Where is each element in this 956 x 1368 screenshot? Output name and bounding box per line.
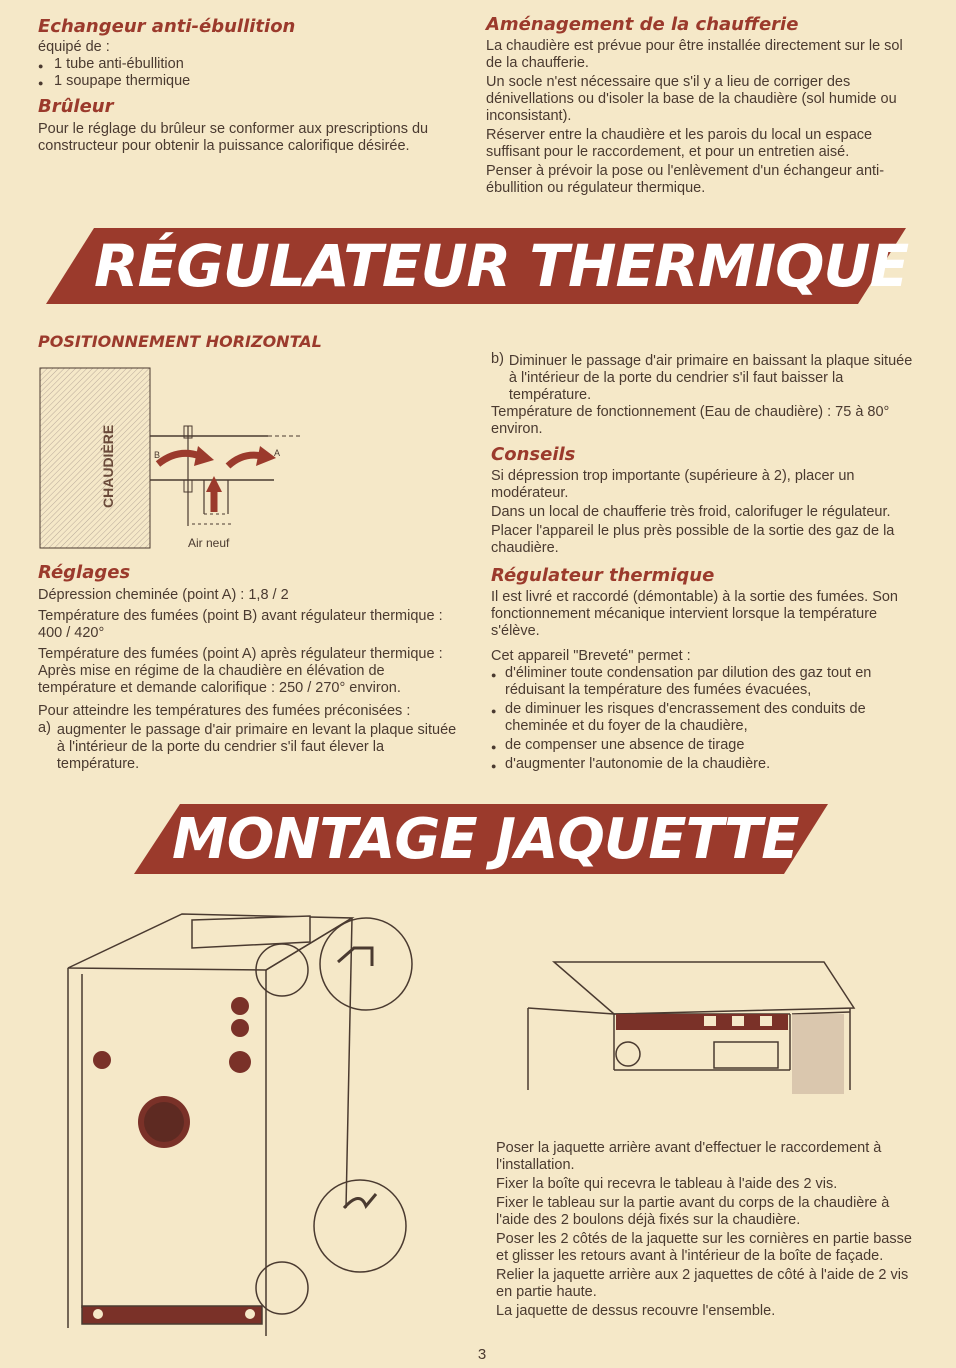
echangeur-list (38, 56, 468, 90)
montage-m2: Fixer la boîte qui recevra le tableau à l'aide des 2 vis. (496, 1176, 838, 1192)
amenagement-p4: Penser à prévoir la pose ou l'enlèvement d'un échangeur anti-ébullition ou régulateur thermique. (486, 163, 885, 196)
list-item: ● 1 tube anti-ébullition (38, 56, 468, 73)
reglages-title: Réglages (38, 562, 131, 583)
conseils-c3: Placer l'appareil le plus près possible de la sortie des gaz de la chaudière. (491, 523, 895, 556)
montage-m6: La jaquette de dessus recouvre l'ensemble. (496, 1303, 776, 1319)
montage-m4: Poser les 2 côtés de la jaquette sur les cornières en partie basse et glisser les retours avant à l'intérieur de la boîte de façade. (496, 1231, 912, 1264)
list-item: ● de diminuer les risques d'encrassement des conduits de cheminée et du foyer de la chaudière, (491, 701, 917, 735)
montage-m5: Relier la jaquette arrière aux 2 jaquettes de côté à l'aide de 2 vis en partie haute. (496, 1267, 909, 1300)
amenagement-p1: La chaudière est prévue pour être installée directement sur le sol de la chaufferie. (486, 38, 903, 71)
banner-regulateur-title: RÉGULATEUR THERMIQUE (94, 232, 909, 300)
temperature-fonctionnement: Température de fonctionnement (Eau de chaudière) : 75 à 80° environ. (491, 404, 890, 437)
list-item: ● de compenser une absence de tirage (491, 737, 917, 754)
bruleur-text: Pour le réglage du brûleur se conformer aux prescriptions du constructeur pour obtenir la puissance calorifique désirée. (38, 121, 429, 154)
reglages-r4: Pour atteindre les températures des fumées préconisées : (38, 703, 411, 719)
positionnement-diagram (38, 366, 308, 554)
regulateur-thermique-title: Régulateur thermique (491, 565, 715, 586)
echangeur-section (38, 16, 468, 155)
banner-montage-title: MONTAGE JAQUETTE (172, 807, 799, 872)
diagram-label-a: A (274, 448, 281, 458)
reglages-b (491, 351, 917, 404)
reglages-r1: Dépression cheminée (point A) : 1,8 / 2 (38, 587, 289, 603)
montage-text (496, 1140, 922, 1320)
reglages-r2: Température des fumées (point B) avant régulateur thermique : 400 / 420° (38, 608, 443, 641)
echangeur-intro: équipé de : (38, 39, 110, 55)
amenagement-p2: Un socle n'est nécessaire que s'il y a lieu de corriger des dénivellations ou d'isoler la base de la chaudière (sol humide ou inconsistant). (486, 74, 897, 124)
positionnement-title: POSITIONNEMENT HORIZONTAL (38, 332, 322, 351)
diagram-label-chaudiere: CHAUDIÈRE (100, 424, 116, 508)
regulateur-thermique-list (491, 665, 917, 773)
conseils-c2: Dans un local de chaufferie très froid, calorifuger le régulateur. (491, 504, 891, 520)
reglages-a-text: augmenter le passage d'air primaire en levant la plaque située à l'intérieur de la porte du cendrier s'il faut élever la température. (56, 722, 457, 772)
jaquette-drawing (60, 908, 416, 1340)
list-item: ● d'augmenter l'autonomie de la chaudière. (491, 756, 917, 773)
amenagement-p3: Réserver entre la chaudière et les parois du local un espace suffisant pour le raccordement, et pour un entretien aisé. (486, 127, 873, 160)
echangeur-title: Echangeur anti-ébullition (38, 16, 296, 37)
page-number: 3 (477, 1346, 487, 1363)
diagram-label-air: Air neuf (188, 536, 230, 550)
list-item: ● d'éliminer toute condensation par dilution des gaz tout en réduisant la température des fumées évacuées, (491, 665, 917, 699)
bruleur-title: Brûleur (38, 96, 114, 117)
reglages-a-label: a) (38, 720, 51, 736)
reglages-r3: Température des fumées (point A) après régulateur thermique : Après mise en régime de la chaudière en élévation de température et demande calorifique : 250 / 270° environ. (38, 646, 443, 696)
chaudiere-body (40, 368, 150, 548)
regulateur-thermique-p1: Il est livré et raccordé (démontable) à la sortie des fumées. Son fonctionnement mécanique intervient lorsque la température s'élève. (491, 589, 898, 639)
conseils-c1: Si dépression trop importante (supérieure à 2), placer un modérateur. (491, 468, 855, 501)
regulateur-thermique-p2: Cet appareil "Breveté" permet : (491, 648, 691, 664)
diagram-label-b: B (154, 450, 161, 460)
tableau-drawing (524, 958, 870, 1094)
reglages-section (38, 562, 466, 773)
montage-m1: Poser la jaquette arrière avant d'effectuer le raccordement à l'installation. (496, 1140, 882, 1173)
amenagement-title: Aménagement de la chaufferie (486, 14, 799, 35)
reglages-a (38, 720, 466, 773)
list-item: ● 1 soupape thermique (38, 73, 468, 90)
regulateur-right (491, 351, 917, 773)
amenagement-section (486, 14, 914, 197)
reglages-b-text: Diminuer le passage d'air primaire en baissant la plaque située à l'intérieur de la porte du cendrier s'il faut baisser la température. (508, 353, 913, 403)
reglages-b-label: b) (491, 351, 504, 367)
montage-m3: Fixer le tableau sur la partie avant du corps de la chaudière à l'aide des 2 boulons déjà fixés sur la chaudière. (496, 1195, 890, 1228)
conseils-title: Conseils (491, 444, 576, 465)
